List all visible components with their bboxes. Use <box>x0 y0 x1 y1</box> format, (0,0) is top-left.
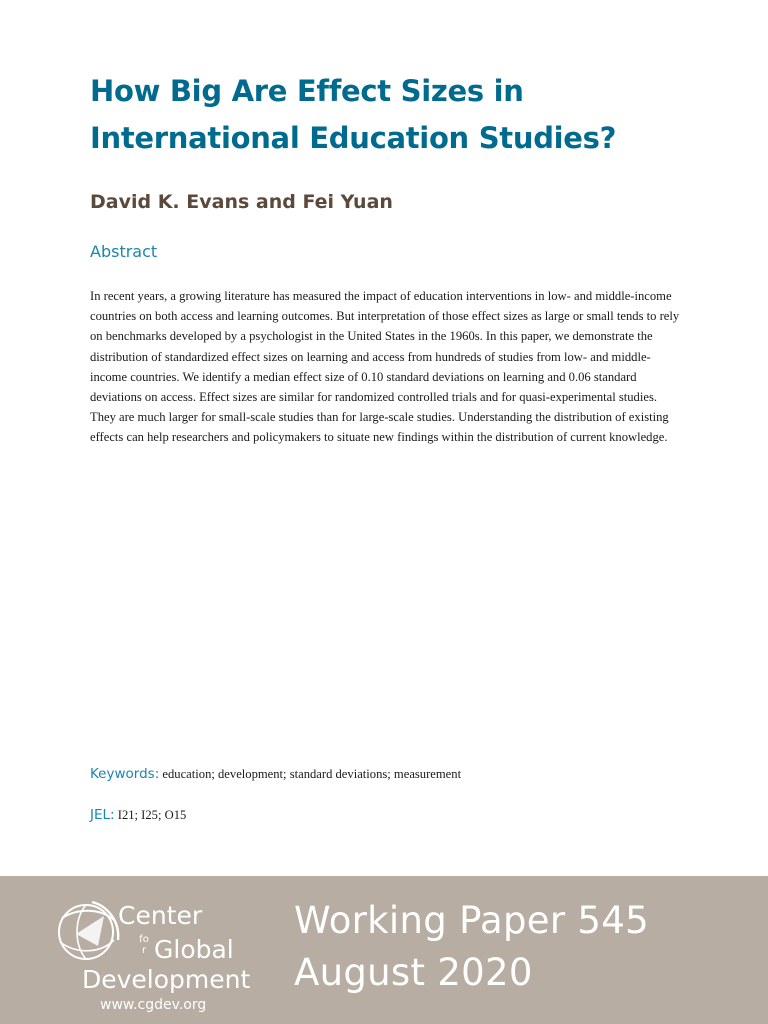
globe-icon <box>52 896 124 968</box>
footer-band <box>0 876 768 1024</box>
paper-authors: David K. Evans and Fei Yuan <box>90 191 393 213</box>
keywords-value: education; development; standard deviations; measurement <box>162 767 462 781</box>
keywords-label: Keywords: <box>90 766 160 782</box>
publication-date: August 2020 <box>294 951 533 994</box>
jel-value: I21; I25; O15 <box>117 808 187 822</box>
logo-url-link[interactable]: www.cgdev.org <box>100 997 207 1013</box>
logo-development-text: Development <box>82 965 251 994</box>
abstract-text: In recent years, a growing literature has measured the impact of education interventions in low- and middle-income countries on both access and learning outcomes. But interpretation of those effect sizes as large or small tends to rely on benchmarks developed by a psychologist in the United States in the 1960s. In this paper, we demonstrate the distribution of standardized effect sizes on learning and access from hundreds of studies from low- and middle-income countries. We identify a median effect size of 0.10 standard deviations on learning and 0.06 standard deviations on access. Effect sizes are similar for randomized controlled trials and for quasi-experimental studies. They are much larger for small-scale studies than for large-scale studies. Understanding the distribution of existing effects can help researchers and policymakers to situate new findings within the distribution of current knowledge. <box>90 289 680 445</box>
logo-global-text: Global <box>154 935 234 964</box>
logo-center-text: Center <box>118 901 203 930</box>
cgd-logo <box>50 892 270 1018</box>
jel-line <box>90 805 186 825</box>
logo-for-text: for <box>139 934 149 956</box>
jel-label: JEL: <box>90 807 115 823</box>
keywords-line <box>90 764 461 784</box>
paper-title: How Big Are Effect Sizes in International Education Studies? <box>90 74 617 155</box>
abstract-heading: Abstract <box>90 242 158 261</box>
working-paper-number: Working Paper 545 <box>294 899 649 942</box>
